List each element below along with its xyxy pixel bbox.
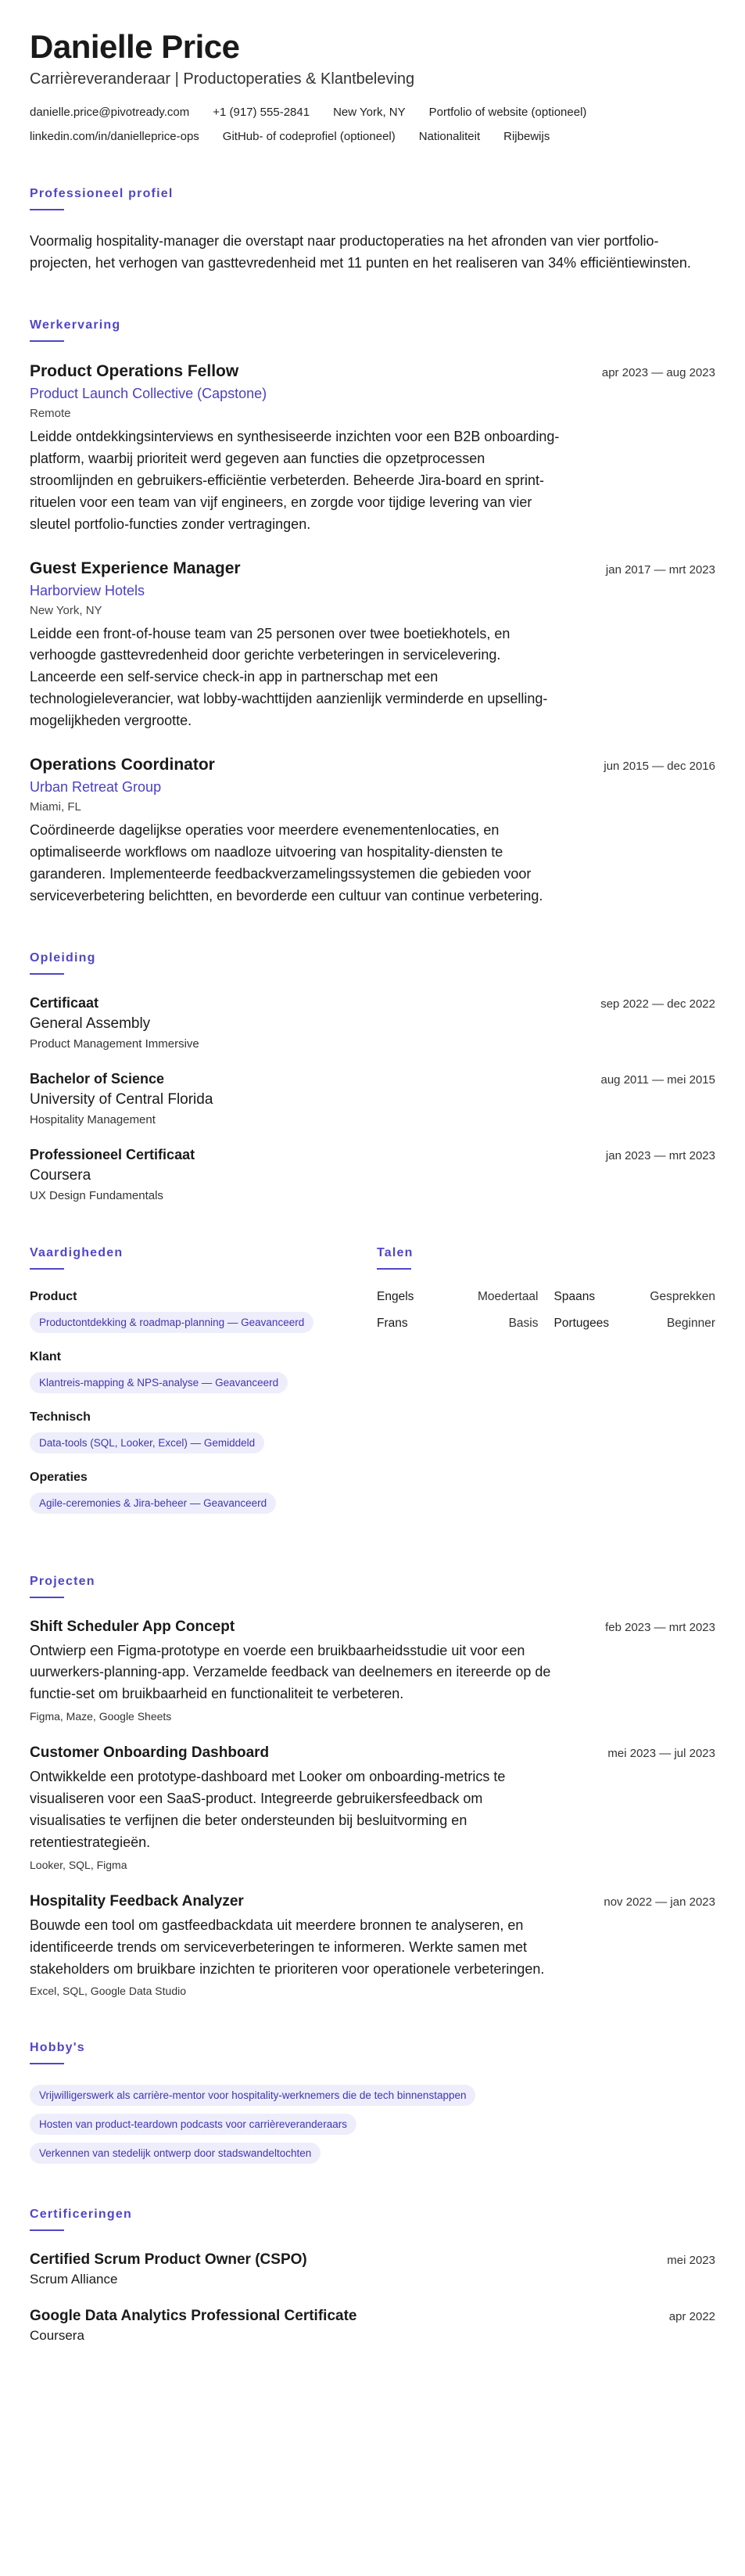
section-divider — [30, 209, 64, 210]
education-section — [30, 951, 715, 1202]
contact-phone[interactable]: +1 (917) 555-2841 — [213, 106, 310, 120]
section-title-skills: Vaardigheden — [30, 1245, 124, 1259]
job-title: Product Operations Fellow — [30, 362, 239, 381]
job-location: New York, NY — [30, 603, 102, 617]
education-entry — [30, 1147, 715, 1202]
job-location: Miami, FL — [30, 799, 81, 814]
job-company: Harborview Hotels — [30, 582, 145, 598]
resume-header — [30, 28, 715, 143]
language-item — [554, 1317, 716, 1331]
language-item — [554, 1290, 716, 1304]
contact-location: New York, NY — [333, 106, 406, 120]
certifications-section — [30, 2208, 715, 2344]
skill-category: Klant — [30, 1349, 61, 1363]
language-item — [377, 1317, 539, 1331]
degree-title: Bachelor of Science — [30, 1070, 165, 1087]
profile-summary: Voormalig hospitality-manager die overstapt naar productoperaties na het afronden van vier portfolio-projecten, het verhogen van gasttevredenheid met 11 punten en het realiseren van 34% efficiëntiewinsten. — [30, 233, 691, 271]
education-entry — [30, 995, 715, 1051]
job-description: Leidde ontdekkingsinterviews en synthesiseerde inzichten voor een B2B onboarding-platform, waarbij prioriteit werd gegeven aan functies die opzetprocessen stroomlijnden en gebruikers-efficiëntie verbeterden. Beheerde Jira-board en sprint-rituelen voor een team van vijf engineers, en zorgde voor tijdige levering van vier sleutel portfolio-functies zonder vertragingen. — [30, 429, 560, 532]
section-divider — [30, 1597, 64, 1598]
section-title-projects: Projecten — [30, 1574, 95, 1588]
certification-issuer: Coursera — [30, 2328, 84, 2344]
certification-entry — [30, 2251, 715, 2287]
language-name: Portugees — [553, 1316, 610, 1330]
contact-info — [30, 106, 715, 143]
skill-group — [30, 1471, 346, 1515]
study-field: UX Design Fundamentals — [30, 1188, 163, 1202]
education-entry — [30, 1071, 715, 1126]
certification-title: Certified Scrum Product Owner (CSPO) — [30, 2251, 307, 2269]
section-divider — [30, 340, 64, 342]
skill-group — [30, 1290, 346, 1335]
section-divider — [30, 2063, 64, 2064]
degree-title: Certificaat — [30, 994, 99, 1011]
section-divider — [30, 2229, 64, 2231]
section-divider — [30, 973, 64, 975]
school-name: General Assembly — [30, 1015, 151, 1032]
contact-email[interactable]: danielle.price@pivotready.com — [30, 106, 190, 120]
section-title-certifications: Certificeringen — [30, 2208, 132, 2222]
project-entry — [30, 1619, 715, 1723]
hobby-chip: Hosten van product-teardown podcasts voor carrièreveranderaars — [30, 2114, 356, 2135]
experience-entry — [30, 559, 715, 732]
project-description: Ontwikkelde een prototype-dashboard met Looker om onboarding-metrics te visualiseren voor een SaaS-product. Integreerde gebruikersfeedback om visualisaties te verfijnen die beter ondersteunden bij besluitvorming en retentiestrategieën. — [30, 1769, 506, 1850]
section-title-hobbies: Hobby's — [30, 2041, 85, 2055]
contact-nationality: Nationaliteit — [418, 130, 481, 144]
project-dates: mei 2023 — jul 2023 — [607, 1747, 715, 1761]
section-title-languages: Talen — [377, 1245, 414, 1259]
project-entry — [30, 1893, 715, 1998]
education-dates: jan 2023 — mrt 2023 — [605, 1148, 715, 1162]
section-divider — [30, 1268, 64, 1270]
skills-languages-row — [30, 1246, 715, 1531]
project-tech-stack: Figma, Maze, Google Sheets — [30, 1710, 172, 1723]
experience-entry — [30, 756, 715, 907]
language-level: Basis — [508, 1316, 539, 1330]
language-name: Engels — [377, 1289, 414, 1303]
education-dates: aug 2011 — mei 2015 — [600, 1072, 715, 1087]
job-description: Leidde een front-of-house team van 25 personen over twee boetiekhotels, en verhoogde gasttevredenheid door gerichte verbeteringen in servicelevering. Lanceerde een self-service check-in app in partnerschap met een technologieleverancier, wat lobby-wachttijden aanzienlijk verminderde en upselling-mogelijkheden vergrootte. — [30, 625, 548, 729]
certification-date: apr 2022 — [668, 2310, 715, 2324]
skill-chip: Productontdekking & roadmap-planning — Geavanceerd — [30, 1312, 313, 1333]
project-description: Ontwierp een Figma-prototype en voerde een bruikbaarheidsstudie uit voor een uurwerkers-planning-app. Verzamelde feedback van deelnemers en itereerde op de functie-set om bruikbaarheid en functionaliteit te verbeteren. — [30, 1642, 551, 1702]
project-dates: feb 2023 — mrt 2023 — [605, 1620, 715, 1634]
certification-issuer: Scrum Alliance — [30, 2272, 118, 2287]
section-title-profile: Professioneel profiel — [30, 187, 174, 201]
project-title: Customer Onboarding Dashboard — [30, 1744, 270, 1762]
hobby-chip: Vrijwilligerswerk als carrière-mentor voor hospitality-werknemers die de tech binnenstappen — [30, 2085, 475, 2106]
project-dates: nov 2022 — jan 2023 — [604, 1895, 715, 1909]
project-description: Bouwde een tool om gastfeedbackdata uit meerdere bronnen te analyseren, en identificeerde trends om serviceverbeteringen te informeren. Werkte samen met stakeholders om bruikbare inzichten te prioriteren voor operationele verbeteringen. — [30, 1917, 545, 1977]
job-title: Guest Experience Manager — [30, 559, 241, 577]
skill-group — [30, 1350, 346, 1395]
candidate-headline: Carrièreveranderaar | Productoperaties & Klantbeleving — [30, 70, 415, 88]
hobbies-section — [30, 2041, 715, 2164]
study-field: Product Management Immersive — [30, 1037, 199, 1051]
contact-portfolio[interactable]: Portfolio of website (optioneel) — [428, 106, 587, 120]
degree-title: Professioneel Certificaat — [30, 1146, 195, 1162]
language-name: Spaans — [553, 1289, 596, 1303]
certification-date: mei 2023 — [667, 2254, 715, 2268]
hobby-chip: Verkennen van stedelijk ontwerp door stadswandeltochten — [30, 2143, 321, 2164]
skill-group — [30, 1410, 346, 1455]
language-level: Beginner — [666, 1316, 715, 1330]
job-description: Coördineerde dagelijkse operaties voor meerdere evenementenlocaties, en optimaliseerde workflows om naadloze uitvoering van hospitality-diensten te garanderen. Implementeerde feedbackverzamelingssystemen die gebieden voor serviceverbetering belichtten, en bevorderde een cultuur van continue verbetering. — [30, 821, 543, 904]
job-location: Remote — [30, 407, 71, 421]
skill-chip: Data-tools (SQL, Looker, Excel) — Gemiddeld — [30, 1432, 264, 1453]
job-company: Product Launch Collective (Capstone) — [30, 386, 267, 402]
section-divider — [377, 1268, 411, 1270]
project-entry — [30, 1744, 715, 1871]
study-field: Hospitality Management — [30, 1112, 156, 1126]
job-dates: jun 2015 — dec 2016 — [604, 759, 715, 773]
languages-section — [377, 1246, 715, 1331]
language-item — [377, 1290, 539, 1304]
language-level: Moedertaal — [477, 1289, 539, 1303]
skills-section — [30, 1246, 346, 1515]
section-title-education: Opleiding — [30, 950, 96, 965]
contact-linkedin[interactable]: linkedin.com/in/danielleprice-ops — [30, 130, 199, 144]
projects-section — [30, 1575, 715, 1998]
candidate-name: Danielle Price — [30, 28, 240, 65]
section-title-experience: Werkervaring — [30, 318, 121, 332]
contact-github[interactable]: GitHub- of codeprofiel (optioneel) — [222, 130, 396, 144]
skill-category: Product — [30, 1289, 77, 1303]
skill-chip: Klantreis-mapping & NPS-analyse — Geavanceerd — [30, 1372, 288, 1393]
school-name: Coursera — [30, 1166, 91, 1184]
language-level: Gesprekken — [650, 1289, 715, 1303]
language-name: Frans — [377, 1316, 408, 1330]
project-title: Hospitality Feedback Analyzer — [30, 1892, 244, 1910]
job-dates: jan 2017 — mrt 2023 — [605, 562, 715, 577]
profile-section — [30, 187, 715, 275]
contact-drivers-license: Rijbewijs — [503, 130, 550, 144]
job-title: Operations Coordinator — [30, 755, 215, 774]
certification-title: Google Data Analytics Professional Certificate — [30, 2308, 357, 2325]
project-tech-stack: Looker, SQL, Figma — [30, 1858, 127, 1871]
job-dates: apr 2023 — aug 2023 — [601, 366, 715, 380]
languages-grid — [377, 1290, 715, 1331]
experience-section — [30, 318, 715, 907]
job-company: Urban Retreat Group — [30, 778, 162, 795]
skill-chip: Agile-ceremonies & Jira-beheer — Geavanceerd — [30, 1493, 276, 1514]
education-dates: sep 2022 — dec 2022 — [600, 997, 715, 1011]
school-name: University of Central Florida — [30, 1090, 213, 1108]
project-title: Shift Scheduler App Concept — [30, 1618, 235, 1635]
skill-category: Technisch — [30, 1410, 91, 1424]
skill-category: Operaties — [30, 1470, 88, 1484]
project-tech-stack: Excel, SQL, Google Data Studio — [30, 1985, 186, 1998]
experience-entry — [30, 362, 715, 535]
certification-entry — [30, 2308, 715, 2344]
